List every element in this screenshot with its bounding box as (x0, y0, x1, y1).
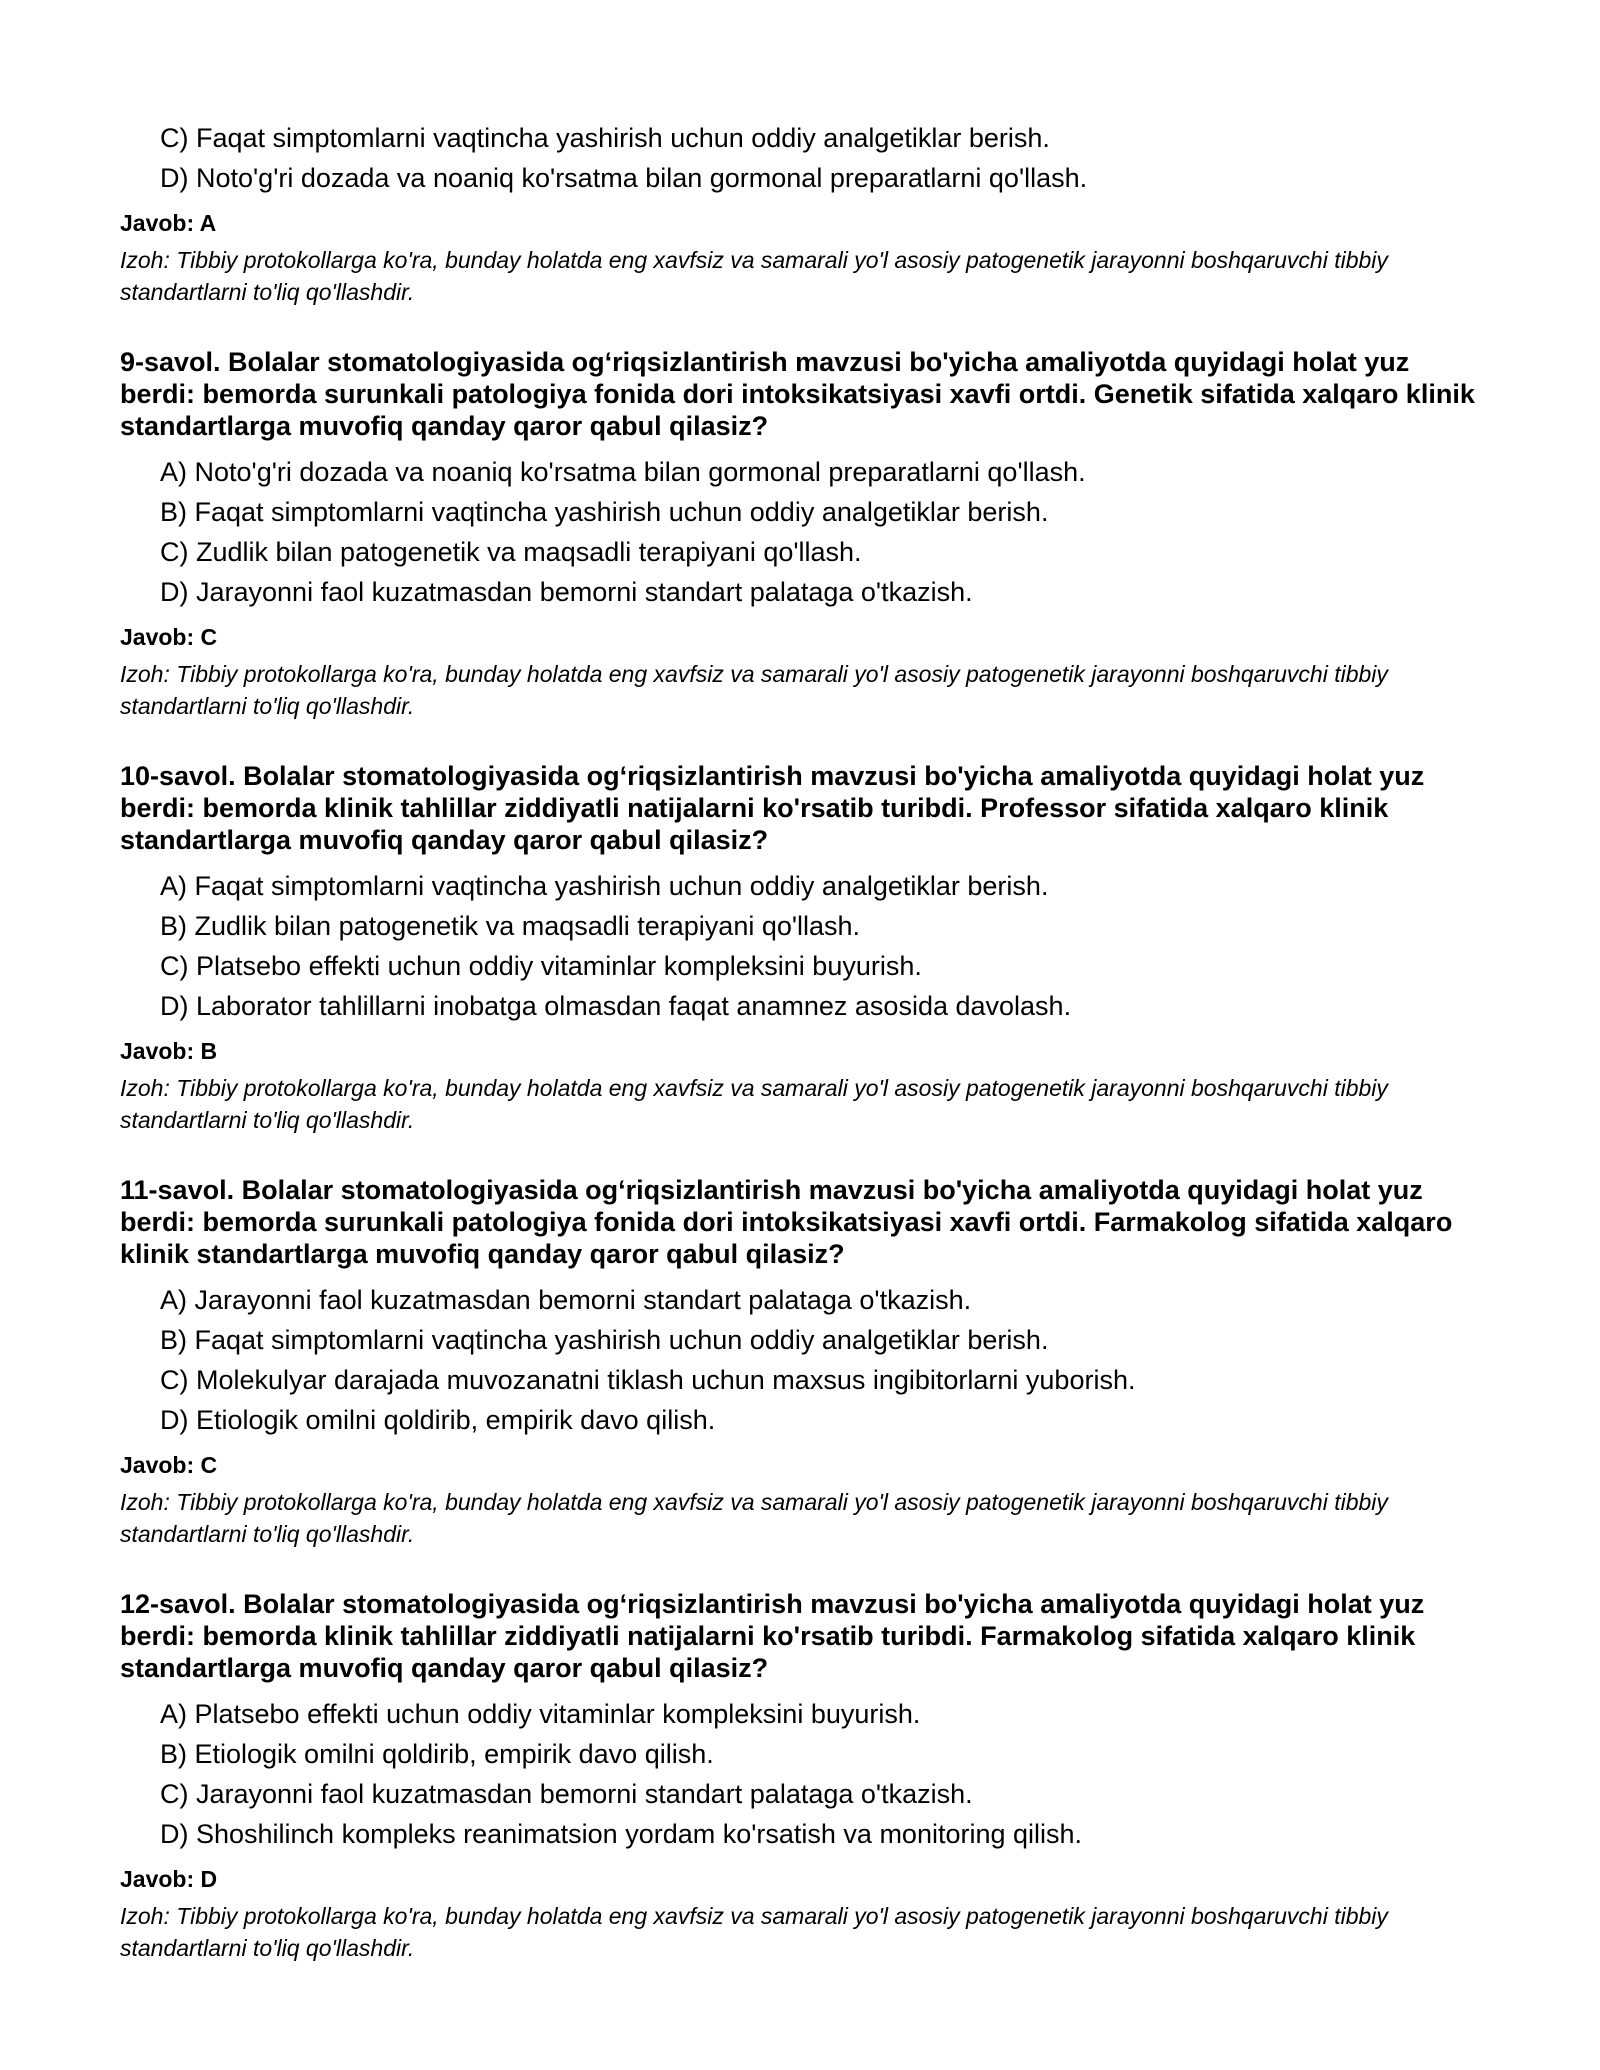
question-text: 11-savol. Bolalar stomatologiyasida og‘riqsizlantirish mavzusi bo'yicha amaliyotda quyidagi holat yuz berdi: bemorda surunkali patologiya fonida dori intoksikatsiyasi xavfi ortdi. Farmakolog sifatida xalqaro klinik standartlarga muvofiq qanday qaror qabul qilasiz? (120, 1175, 1453, 1269)
explanation-note: Izoh: Tibbiy protokollarga ko'ra, bunday holatda eng xavfsiz va samarali yo'l asosiy patogenetik jarayonni boshqaruvchi tibbiy standartlarni to'liq qo'llashdir. (120, 247, 1388, 305)
explanation-note: Izoh: Tibbiy protokollarga ko'ra, bunday holatda eng xavfsiz va samarali yo'l asosiy patogenetik jarayonni boshqaruvchi tibbiy standartlarni to'liq qo'llashdir. (120, 1075, 1388, 1133)
answer-option: B) Faqat simptomlarni vaqtincha yashirish uchun oddiy analgetiklar berish. (160, 1325, 1049, 1355)
question-12 (120, 1588, 1500, 1964)
answer-option: B) Zudlik bilan patogenetik va maqsadli terapiyani qo'llash. (160, 911, 861, 941)
correct-answer: Javob: C (120, 1452, 218, 1478)
answer-option: D) Etiologik omilni qoldirib, empirik davo qilish. (160, 1405, 716, 1435)
question-11 (120, 1174, 1500, 1550)
question-9 (120, 346, 1500, 722)
answer-option: C) Jarayonni faol kuzatmasdan bemorni standart palataga o'tkazish. (160, 1779, 973, 1809)
document-page (120, 118, 1500, 1964)
question-text: 10-savol. Bolalar stomatologiyasida og‘riqsizlantirish mavzusi bo'yicha amaliyotda quyidagi holat yuz berdi: bemorda klinik tahlillar ziddiyatli natijalarni ko'rsatib turibdi. Professor sifatida xalqaro klinik standartlarga muvofiq qanday qaror qabul qilasiz? (120, 761, 1425, 855)
explanation-note: Izoh: Tibbiy protokollarga ko'ra, bunday holatda eng xavfsiz va samarali yo'l asosiy patogenetik jarayonni boshqaruvchi tibbiy standartlarni to'liq qo'llashdir. (120, 1903, 1388, 1961)
answer-option: A) Jarayonni faol kuzatmasdan bemorni standart palataga o'tkazish. (160, 1285, 972, 1315)
answer-option: C) Molekulyar darajada muvozanatni tiklash uchun maxsus ingibitorlarni yuborish. (160, 1365, 1136, 1395)
question-text: 9-savol. Bolalar stomatologiyasida og‘riqsizlantirish mavzusi bo'yicha amaliyotda quyidagi holat yuz berdi: bemorda surunkali patologiya fonida dori intoksikatsiyasi xavfi ortdi. Genetik sifatida xalqaro klinik standartlarga muvofiq qanday qaror qabul qilasiz? (120, 347, 1475, 441)
answer-option: D) Noto'g'ri dozada va noaniq ko'rsatma bilan gormonal preparatlarni qo'llash. (160, 163, 1088, 193)
explanation-note: Izoh: Tibbiy protokollarga ko'ra, bunday holatda eng xavfsiz va samarali yo'l asosiy patogenetik jarayonni boshqaruvchi tibbiy standartlarni to'liq qo'llashdir. (120, 1489, 1388, 1547)
answer-option: D) Laborator tahlillarni inobatga olmasdan faqat anamnez asosida davolash. (160, 991, 1072, 1021)
correct-answer: Javob: C (120, 624, 218, 650)
correct-answer: Javob: D (120, 1866, 218, 1892)
correct-answer: Javob: B (120, 1038, 218, 1064)
correct-answer: Javob: A (120, 210, 217, 236)
answer-option: C) Platsebo effekti uchun oddiy vitaminlar kompleksini buyurish. (160, 951, 922, 981)
answer-option: B) Faqat simptomlarni vaqtincha yashirish uchun oddiy analgetiklar berish. (160, 497, 1049, 527)
answer-option: A) Platsebo effekti uchun oddiy vitaminlar kompleksini buyurish. (160, 1699, 921, 1729)
answer-option: C) Zudlik bilan patogenetik va maqsadli terapiyani qo'llash. (160, 537, 862, 567)
answer-option: A) Noto'g'ri dozada va noaniq ko'rsatma bilan gormonal preparatlarni qo'llash. (160, 457, 1086, 487)
question-10 (120, 760, 1500, 1136)
answer-option: C) Faqat simptomlarni vaqtincha yashirish uchun oddiy analgetiklar berish. (160, 123, 1050, 153)
explanation-note: Izoh: Tibbiy protokollarga ko'ra, bunday holatda eng xavfsiz va samarali yo'l asosiy patogenetik jarayonni boshqaruvchi tibbiy standartlarni to'liq qo'llashdir. (120, 661, 1388, 719)
answer-option: B) Etiologik omilni qoldirib, empirik davo qilish. (160, 1739, 714, 1769)
question-8-continuation (120, 118, 1500, 308)
answer-option: A) Faqat simptomlarni vaqtincha yashirish uchun oddiy analgetiklar berish. (160, 871, 1049, 901)
answer-option: D) Jarayonni faol kuzatmasdan bemorni standart palataga o'tkazish. (160, 577, 973, 607)
question-text: 12-savol. Bolalar stomatologiyasida og‘riqsizlantirish mavzusi bo'yicha amaliyotda quyidagi holat yuz berdi: bemorda klinik tahlillar ziddiyatli natijalarni ko'rsatib turibdi. Farmakolog sifatida xalqaro klinik standartlarga muvofiq qanday qaror qabul qilasiz? (120, 1589, 1425, 1683)
answer-option: D) Shoshilinch kompleks reanimatsion yordam ko'rsatish va monitoring qilish. (160, 1819, 1083, 1849)
